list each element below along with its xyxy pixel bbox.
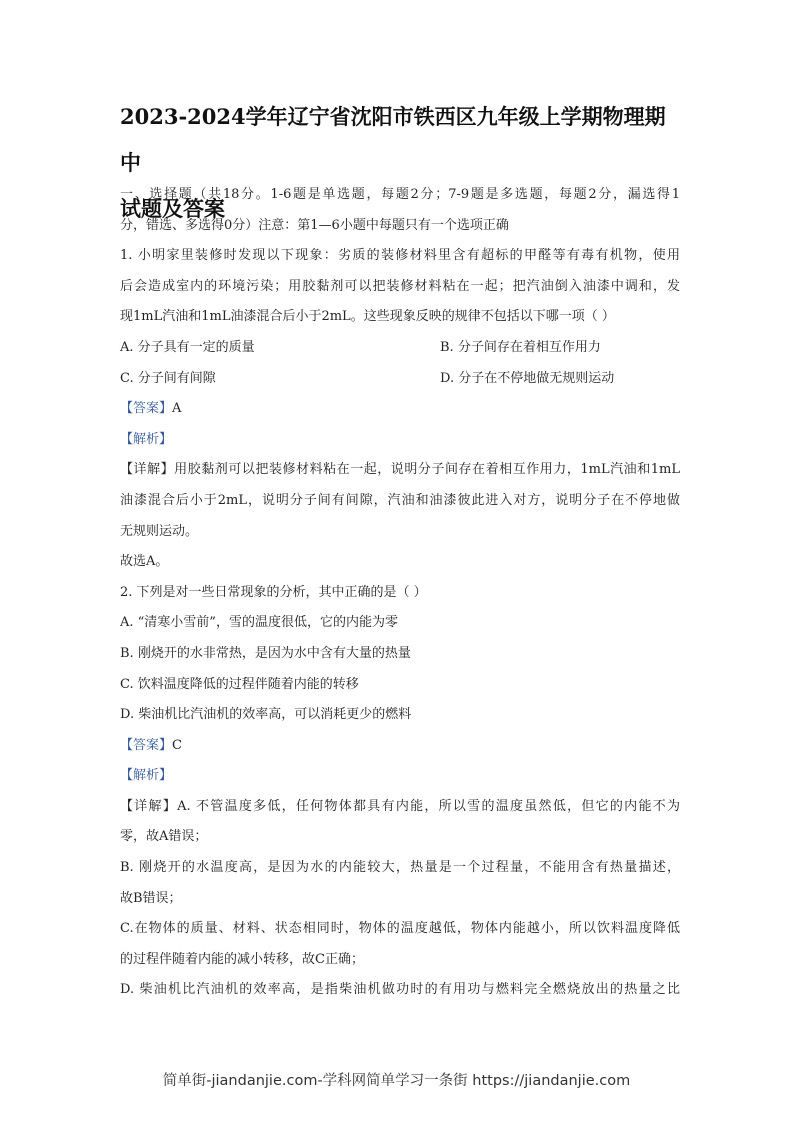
- q1-options-row-1: [120, 333, 680, 364]
- document-body: [120, 180, 680, 1006]
- q1-stem-line-2: 后会造成室内的环境污染；用胶黏剂可以把装修材料粘在一起；把汽油倒入油漆中调和，发: [120, 278, 680, 294]
- q1-detail-line-2: 油漆混合后小于2mL，说明分子间有间隙，汽油和油漆彼此进入对方，说明分子在不停地做: [120, 492, 680, 508]
- q2-detail-line-2: 零，故A错误；: [120, 829, 208, 845]
- q2-detail-text-1: A. 不管温度多低，任何物体都具有内能，所以雪的温度虽然低，但它的内能不为: [177, 798, 680, 814]
- q2-answer: [120, 731, 680, 762]
- q1-detail-label: 【详解】: [120, 462, 175, 478]
- q2-detail-line-4: 故B错误；: [120, 890, 182, 906]
- q2-option-b: B. 刚烧开的水非常热，是因为水中含有大量的热量: [120, 645, 411, 661]
- q2-answer-value: C: [172, 737, 182, 753]
- q2-option-d: D. 柴油机比汽油机的效率高，可以消耗更少的燃料: [120, 707, 412, 723]
- title-line-1: 2023-2024学年辽宁省沈阳市铁西区九年级上学期物理期中: [120, 104, 666, 175]
- q2-detail-line-5: C.在物体的质量、材料、状态相同时，物体的温度越低，物体内能越小，所以饮料温度降低: [120, 921, 680, 937]
- q1-detail-line-3: 无规则运动。: [120, 523, 199, 539]
- page-footer: 简单街-jiandanjie.com-学科网简单学习一条街 https://jiandanjie.com: [162, 1073, 631, 1089]
- q1-option-b: B. 分子间存在着相互作用力: [440, 339, 601, 355]
- q1-stem-line-3: 现1mL汽油和1mL油漆混合后小于2mL。这些现象反映的规律不包括以下哪一项（ ）: [120, 309, 615, 325]
- q1-option-d: D. 分子在不停地做无规则运动: [440, 370, 615, 386]
- q1-analysis-label: 【解析】: [120, 431, 173, 447]
- q2-option-a: A. “清寒小雪前”，雪的温度很低，它的内能为零: [120, 615, 398, 631]
- q2-stem: 2. 下列是对一些日常现象的分析，其中正确的是（ ）: [120, 584, 427, 600]
- q2-analysis-label: 【解析】: [120, 768, 173, 784]
- q2-detail-line-6: 的过程伴随着内能的减小转移，故C正确；: [120, 951, 364, 967]
- q1-answer-label: 【答案】: [120, 401, 173, 417]
- q2-option-c: C. 饮料温度降低的过程伴随着内能的转移: [120, 676, 359, 692]
- q1-conclusion: 故选A。: [120, 554, 169, 570]
- q1-options-row-2: [120, 364, 680, 395]
- section-header-line-2: 分，错选、多选得0分）注意：第1—6小题中每题只有一个选项正确: [120, 217, 509, 233]
- title-line-2: 试题及答案: [120, 196, 225, 221]
- q1-detail-text-1: 用胶黏剂可以把装修材料粘在一起，说明分子间存在着相互作用力，1mL汽油和1mL: [174, 462, 680, 478]
- q2-detail-label: 【详解】: [120, 798, 178, 814]
- q2-detail-line-7: D. 柴油机比汽油机的效率高，是指柴油机做功时的有用功与燃料完全燃烧放出的热量之比: [120, 982, 680, 998]
- q2-detail-line-1: [120, 792, 680, 823]
- q1-option-a: A. 分子具有一定的质量: [120, 339, 255, 355]
- q1-option-c: C. 分子间有间隙: [120, 370, 216, 386]
- section-header-line-1: 一、选择题（共18分。1-6题是单选题，每题2分；7-9题是多选题，每题2分，漏选得1: [120, 187, 680, 202]
- q1-detail-line-1: [120, 455, 680, 486]
- q1-answer-value: A: [172, 401, 182, 417]
- q2-answer-label: 【答案】: [120, 737, 173, 753]
- q1-stem-line-1: 1. 小明家里装修时发现以下现象：劣质的装修材料里含有超标的甲醛等有毒有机物，使用: [120, 248, 680, 264]
- q2-detail-line-3: B. 刚烧开的水温度高，是因为水的内能较大，热量是一个过程量，不能用含有热量描述，: [120, 860, 680, 876]
- q1-answer: [120, 394, 680, 425]
